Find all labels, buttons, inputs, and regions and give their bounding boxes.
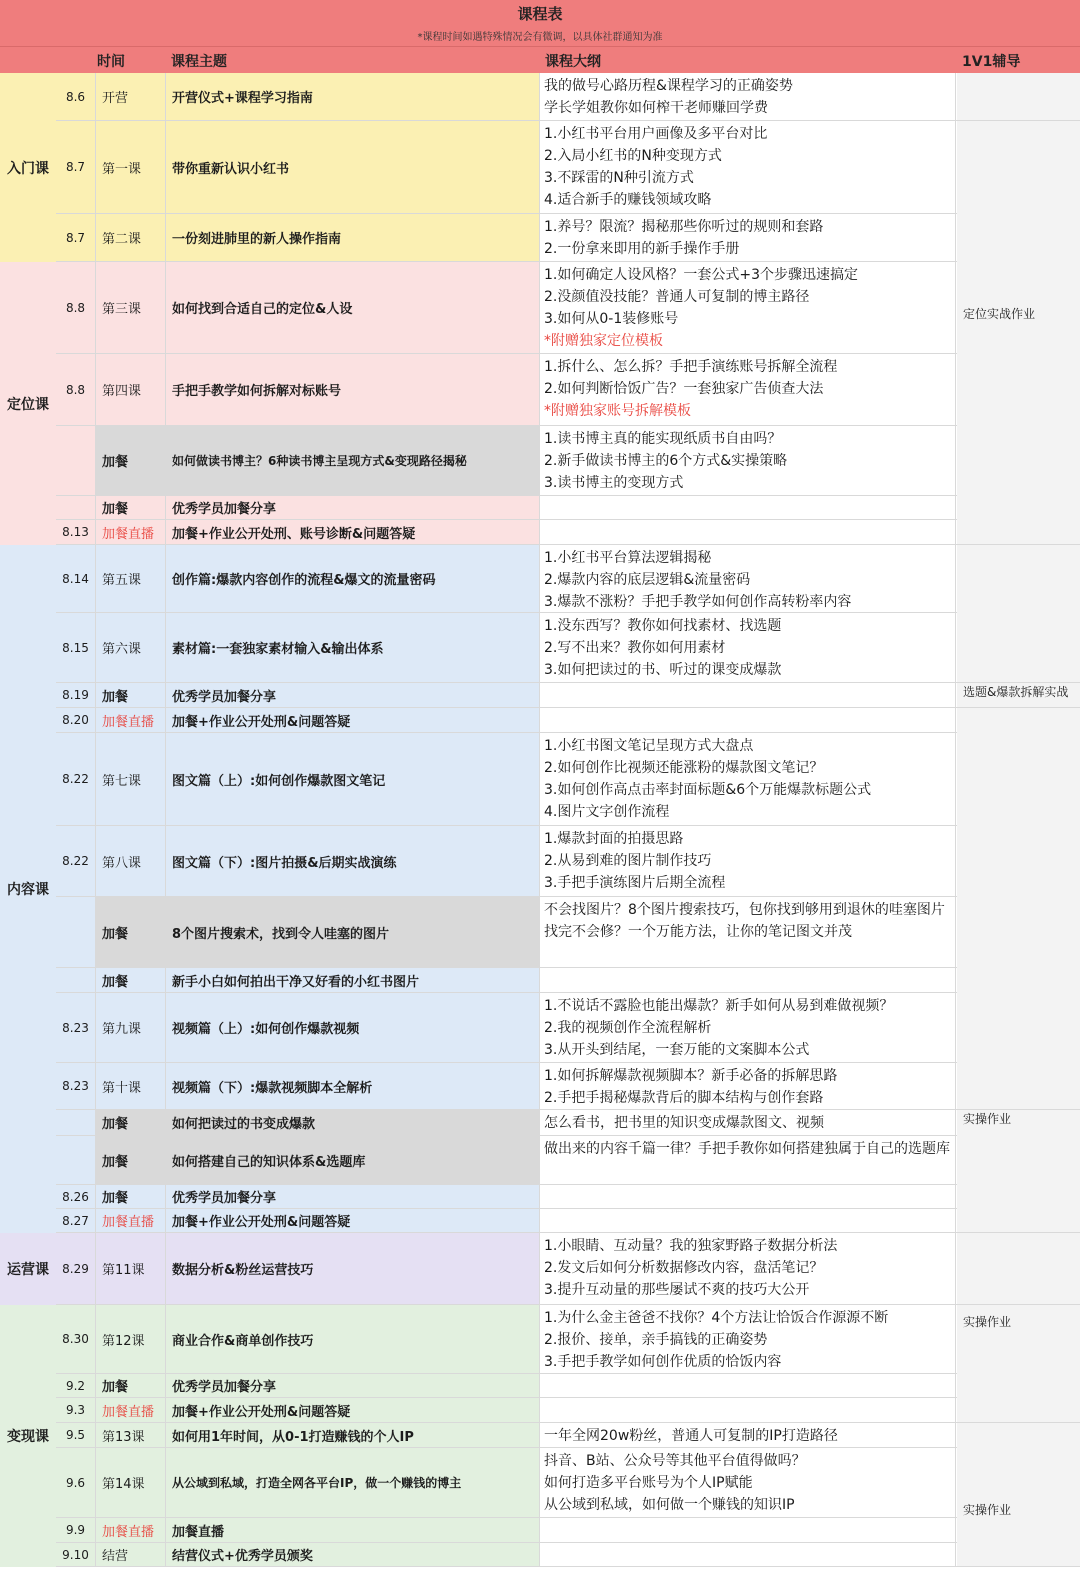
row-topic: 如何做读书博主？6种读书博主呈现方式&变现路径揭秘 <box>166 426 540 495</box>
outline-line: 3.提升互动量的那些屡试不爽的技巧大公开 <box>544 1282 810 1298</box>
outline-line: 4.图片文字创作流程 <box>544 804 670 820</box>
row-type: 第五课 <box>96 545 166 612</box>
table-row <box>56 1518 1080 1543</box>
table-row <box>56 613 1080 683</box>
row-outline <box>540 897 956 967</box>
row-outline <box>540 1374 956 1397</box>
row-topic: 商业合作&商单创作技巧 <box>166 1305 540 1373</box>
outline-line: 2.报价、接单，亲手搞钱的正确姿势 <box>544 1332 768 1348</box>
table-row <box>56 426 1080 496</box>
table-row <box>56 968 1080 993</box>
row-type: 第二课 <box>96 214 166 261</box>
row-type: 第三课 <box>96 262 166 353</box>
outline-line: 3.如何从0-1装修账号 <box>544 311 679 327</box>
table-row <box>56 262 1080 354</box>
outline-line: 1.没东西写？教你如何找素材、找选题 <box>544 618 782 634</box>
row-topic: 优秀学员加餐分享 <box>166 683 540 707</box>
row-outline <box>540 520 956 544</box>
outline-line: 3.手把手演练图片后期全流程 <box>544 875 726 891</box>
header-time: 时间 <box>97 54 125 70</box>
row-date <box>56 496 96 519</box>
row-date <box>56 968 96 992</box>
row-outline <box>540 1543 956 1566</box>
row-type: 第12课 <box>96 1305 166 1373</box>
tutor-cell <box>957 73 1080 121</box>
table-row <box>56 1110 1080 1136</box>
outline-line: 1.爆款封面的拍摄思路 <box>544 831 684 847</box>
row-topic: 一份刻进肺里的新人操作指南 <box>166 214 540 261</box>
row-date: 8.23 <box>56 993 96 1062</box>
outline-template-note: *附赠独家账号拆解模板 <box>544 403 691 419</box>
outline-line: 2.如何创作比视频还能涨粉的爆款图文笔记？ <box>544 760 824 776</box>
row-outline <box>540 993 956 1062</box>
row-topic: 视频篇（下）:爆款视频脚本全解析 <box>166 1063 540 1109</box>
table-row <box>56 1185 1080 1209</box>
row-type: 结营 <box>96 1543 166 1566</box>
tutor-assignment: 定位实战作业 <box>963 307 1036 321</box>
row-date: 8.27 <box>56 1209 96 1232</box>
row-outline <box>540 354 956 425</box>
row-date: 8.8 <box>56 262 96 353</box>
row-topic: 从公域到私域，打造全网各平台IP，做一个赚钱的博主 <box>166 1448 540 1517</box>
section-label: 内容课 <box>0 545 56 1234</box>
row-date <box>56 426 96 495</box>
tutor-assignment: 实操作业 <box>963 1315 1012 1329</box>
row-topic: 优秀学员加餐分享 <box>166 1185 540 1208</box>
table-row <box>56 1209 1080 1233</box>
row-outline <box>540 496 956 519</box>
tutor-cell <box>957 1305 1080 1423</box>
row-date: 9.5 <box>56 1423 96 1447</box>
outline-line: 1.为什么金主爸爸不找你？4个方法让恰饭合作源源不断 <box>544 1310 889 1326</box>
row-type: 加餐 <box>96 897 166 967</box>
row-type: 加餐直播 <box>96 1518 166 1542</box>
outline-line: 1.如何确定人设风格？一套公式+3个步骤迅速搞定 <box>544 267 858 283</box>
tutor-cell <box>957 708 1080 1110</box>
row-date: 8.14 <box>56 545 96 612</box>
row-outline <box>540 426 956 495</box>
row-outline <box>540 1423 956 1447</box>
tutor-assignment: 选题&爆款拆解实战 <box>963 685 1069 699</box>
row-type: 加餐 <box>96 1185 166 1208</box>
row-type: 加餐 <box>96 496 166 519</box>
row-topic: 视频篇（上）:如何创作爆款视频 <box>166 993 540 1062</box>
outline-line: 3.爆款不涨粉？手把手教学如何创作高转粉率内容 <box>544 594 852 610</box>
row-date: 8.15 <box>56 613 96 682</box>
row-outline <box>540 708 956 732</box>
table-row <box>56 708 1080 733</box>
table-row <box>56 1398 1080 1423</box>
outline-line: 1.如何拆解爆款视频脚本？新手必备的拆解思路 <box>544 1068 838 1084</box>
table-row <box>56 496 1080 520</box>
outline-line: 3.不踩雷的N种引流方式 <box>544 170 694 186</box>
row-topic: 加餐直播 <box>166 1518 540 1542</box>
row-type: 加餐 <box>96 426 166 495</box>
outline-line: 3.如何创作高点击率封面标题&6个万能爆款标题公式 <box>544 782 872 798</box>
table-row <box>56 73 1080 121</box>
tutor-cell <box>957 545 1080 683</box>
row-date: 8.7 <box>56 121 96 213</box>
row-date: 8.20 <box>56 708 96 732</box>
outline-line: 4.适合新手的赚钱领域攻略 <box>544 192 712 208</box>
row-topic: 带你重新认识小红书 <box>166 121 540 213</box>
table-row <box>56 1136 1080 1185</box>
row-date: 8.30 <box>56 1305 96 1373</box>
row-outline <box>540 121 956 213</box>
row-outline <box>540 1518 956 1542</box>
outline-line: 一年全网20w粉丝，普通人可复制的IP打造路径 <box>544 1428 838 1444</box>
row-type: 加餐直播 <box>96 1398 166 1422</box>
outline-line: 2.手把手揭秘爆款背后的脚本结构与创作套路 <box>544 1090 824 1106</box>
outline-line: 1.不说话不露脸也能出爆款？新手如何从易到难做视频？ <box>544 998 894 1014</box>
outline-line: 做出来的内容千篇一律？手把手教你如何搭建独属于自己的选题库 <box>544 1141 950 1157</box>
outline-line: 1.小眼睛、互动量？我的独家野路子数据分析法 <box>544 1238 838 1254</box>
row-type: 加餐 <box>96 1136 166 1184</box>
row-outline <box>540 1110 956 1135</box>
row-outline <box>540 545 956 612</box>
row-date: 8.23 <box>56 1063 96 1109</box>
tutor-cell <box>957 1233 1080 1305</box>
section-label: 运营课 <box>0 1233 56 1306</box>
row-outline <box>540 1136 956 1184</box>
row-type: 加餐 <box>96 1110 166 1135</box>
outline-line: 2.爆款内容的底层逻辑&流量密码 <box>544 572 751 588</box>
outline-line: 2.新手做读书博主的6个方式&实操策略 <box>544 453 788 469</box>
outline-line: 2.我的视频创作全流程解析 <box>544 1020 712 1036</box>
row-type: 第四课 <box>96 354 166 425</box>
row-date: 8.13 <box>56 520 96 544</box>
outline-line: 抖音、B站、公众号等其他平台值得做吗？ <box>544 1453 806 1469</box>
outline-line: 3.从开头到结尾，一套万能的文案脚本公式 <box>544 1042 810 1058</box>
row-type: 第14课 <box>96 1448 166 1517</box>
row-type: 加餐直播 <box>96 520 166 544</box>
row-topic: 8个图片搜索术，找到令人哇塞的图片 <box>166 897 540 967</box>
row-topic: 如何搭建自己的知识体系&选题库 <box>166 1136 540 1184</box>
row-type: 加餐 <box>96 683 166 707</box>
row-date: 9.2 <box>56 1374 96 1397</box>
row-outline <box>540 1398 956 1422</box>
row-topic: 创作篇:爆款内容创作的流程&爆文的流量密码 <box>166 545 540 612</box>
row-topic: 优秀学员加餐分享 <box>166 496 540 519</box>
row-topic: 如何找到合适自己的定位&人设 <box>166 262 540 353</box>
table-row <box>56 733 1080 826</box>
tutor-cell <box>957 1423 1080 1567</box>
header-outline: 课程大纲 <box>545 54 601 70</box>
page-title: 课程表 <box>517 5 563 23</box>
row-topic: 图文篇（下）:图片拍摄&后期实战演练 <box>166 826 540 896</box>
table-row <box>56 121 1080 214</box>
row-outline <box>540 613 956 682</box>
row-topic: 新手小白如何拍出干净又好看的小红书图片 <box>166 968 540 992</box>
schedule-note: *课程时间如遇特殊情况会有微调，以具体社群通知为准 <box>417 32 663 43</box>
row-outline <box>540 1233 956 1304</box>
outline-line: 我的做号心路历程&课程学习的正确姿势 <box>544 78 793 94</box>
row-date: 8.22 <box>56 733 96 825</box>
row-date: 8.19 <box>56 683 96 707</box>
row-date: 9.10 <box>56 1543 96 1566</box>
table-row <box>56 214 1080 262</box>
table-row <box>56 1305 1080 1374</box>
row-date: 8.29 <box>56 1233 96 1304</box>
row-date <box>56 897 96 967</box>
row-topic: 优秀学员加餐分享 <box>166 1374 540 1397</box>
tutor-cell <box>957 121 1080 545</box>
row-date <box>56 1136 96 1184</box>
row-outline <box>540 73 956 120</box>
outline-line: 2.没颜值没技能？普通人可复制的博主路径 <box>544 289 810 305</box>
row-topic: 数据分析&粉丝运营技巧 <box>166 1233 540 1304</box>
row-type: 第11课 <box>96 1233 166 1304</box>
row-topic: 开营仪式+课程学习指南 <box>166 73 540 120</box>
schedule-banner <box>0 0 1080 46</box>
table-row <box>56 545 1080 613</box>
row-type: 第九课 <box>96 993 166 1062</box>
outline-line: 怎么看书，把书里的知识变成爆款图文、视频 <box>544 1115 824 1131</box>
row-date: 8.6 <box>56 73 96 120</box>
row-type: 第一课 <box>96 121 166 213</box>
table-row <box>56 1543 1080 1567</box>
row-date: 8.22 <box>56 826 96 896</box>
row-outline <box>540 733 956 825</box>
outline-line: 找完不会修？一个万能方法，让你的笔记图文并茂 <box>544 924 852 940</box>
outline-line: 2.一份拿来即用的新手操作手册 <box>544 241 740 257</box>
outline-line: 2.入局小红书的N种变现方式 <box>544 148 722 164</box>
table-row <box>56 1423 1080 1448</box>
row-topic: 如何用1年时间，从0-1打造赚钱的个人IP <box>166 1423 540 1447</box>
outline-line: 1.小红书平台用户画像及多平台对比 <box>544 126 768 142</box>
row-outline <box>540 214 956 261</box>
outline-line: 1.养号？限流？揭秘那些你听过的规则和套路 <box>544 219 824 235</box>
row-topic: 加餐+作业公开处刑&问题答疑 <box>166 1209 540 1232</box>
header-tutor: 1V1辅导 <box>962 54 1021 70</box>
table-row <box>56 520 1080 545</box>
outline-line: 从公域到私域，如何做一个赚钱的知识IP <box>544 1497 795 1513</box>
row-type: 第六课 <box>96 613 166 682</box>
outline-line: 2.如何判断恰饭广告？一套独家广告侦查大法 <box>544 381 824 397</box>
row-outline <box>540 1448 956 1517</box>
row-type: 加餐 <box>96 1374 166 1397</box>
row-topic: 手把手教学如何拆解对标账号 <box>166 354 540 425</box>
tutor-assignment: 实操作业 <box>963 1112 1012 1126</box>
table-header <box>0 46 1080 73</box>
section-label: 变现课 <box>0 1305 56 1568</box>
row-type: 第13课 <box>96 1423 166 1447</box>
table-row <box>56 1448 1080 1518</box>
outline-line: 2.发文后如何分析数据修改内容，盘活笔记？ <box>544 1260 824 1276</box>
row-date: 8.7 <box>56 214 96 261</box>
row-topic: 结营仪式+优秀学员颁奖 <box>166 1543 540 1566</box>
outline-template-note: *附赠独家定位模板 <box>544 333 663 349</box>
row-topic: 素材篇:一套独家素材输入&输出体系 <box>166 613 540 682</box>
table-row <box>56 1063 1080 1110</box>
table-row <box>56 683 1080 708</box>
row-type: 第八课 <box>96 826 166 896</box>
row-topic: 加餐+作业公开处刑、账号诊断&问题答疑 <box>166 520 540 544</box>
row-outline <box>540 968 956 992</box>
row-date <box>56 1110 96 1135</box>
header-topic: 课程主题 <box>171 54 227 70</box>
row-type: 加餐直播 <box>96 708 166 732</box>
row-date: 9.6 <box>56 1448 96 1517</box>
row-date: 9.9 <box>56 1518 96 1542</box>
outline-line: 1.小红书平台算法逻辑揭秘 <box>544 550 712 566</box>
table-row <box>56 993 1080 1063</box>
table-row <box>56 826 1080 897</box>
table-row <box>56 1374 1080 1398</box>
outline-line: 3.读书博主的变现方式 <box>544 475 684 491</box>
outline-line: 学长学姐教你如何榨干老师赚回学费 <box>544 100 768 116</box>
table-row <box>56 354 1080 426</box>
row-outline <box>540 1209 956 1232</box>
row-date: 9.3 <box>56 1398 96 1422</box>
table-row <box>56 897 1080 968</box>
row-outline <box>540 262 956 353</box>
row-topic: 加餐+作业公开处刑&问题答疑 <box>166 708 540 732</box>
row-type: 第十课 <box>96 1063 166 1109</box>
outline-line: 1.拆什么、怎么拆？手把手演练账号拆解全流程 <box>544 359 838 375</box>
row-topic: 图文篇（上）:如何创作爆款图文笔记 <box>166 733 540 825</box>
row-outline <box>540 683 956 707</box>
tutor-cell <box>957 683 1080 708</box>
row-type: 加餐 <box>96 968 166 992</box>
outline-line: 如何打造多平台账号为个人IP赋能 <box>544 1475 753 1491</box>
row-date: 8.26 <box>56 1185 96 1208</box>
tutor-assignment: 实操作业 <box>963 1503 1012 1517</box>
row-topic: 如何把读过的书变成爆款 <box>166 1110 540 1135</box>
row-type: 第七课 <box>96 733 166 825</box>
section-label: 入门课 <box>0 73 56 263</box>
outline-line: 1.读书博主真的能实现纸质书自由吗？ <box>544 431 782 447</box>
row-outline <box>540 1185 956 1208</box>
tutor-cell <box>957 1110 1080 1233</box>
row-outline <box>540 1305 956 1373</box>
row-outline <box>540 826 956 896</box>
outline-line: 3.手把手教学如何创作优质的恰饭内容 <box>544 1354 782 1370</box>
row-type: 加餐直播 <box>96 1209 166 1232</box>
section-label: 定位课 <box>0 262 56 546</box>
row-date: 8.8 <box>56 354 96 425</box>
table-row <box>56 1233 1080 1305</box>
row-topic: 加餐+作业公开处刑&问题答疑 <box>166 1398 540 1422</box>
row-type: 开营 <box>96 73 166 120</box>
outline-line: 2.写不出来？教你如何用素材 <box>544 640 726 656</box>
outline-line: 3.如何把读过的书、听过的课变成爆款 <box>544 662 782 678</box>
outline-line: 1.小红书图文笔记呈现方式大盘点 <box>544 738 754 754</box>
row-outline <box>540 1063 956 1109</box>
outline-line: 不会找图片？8个图片搜索技巧，包你找到够用到退休的哇塞图片 <box>544 902 945 918</box>
outline-line: 2.从易到难的图片制作技巧 <box>544 853 712 869</box>
